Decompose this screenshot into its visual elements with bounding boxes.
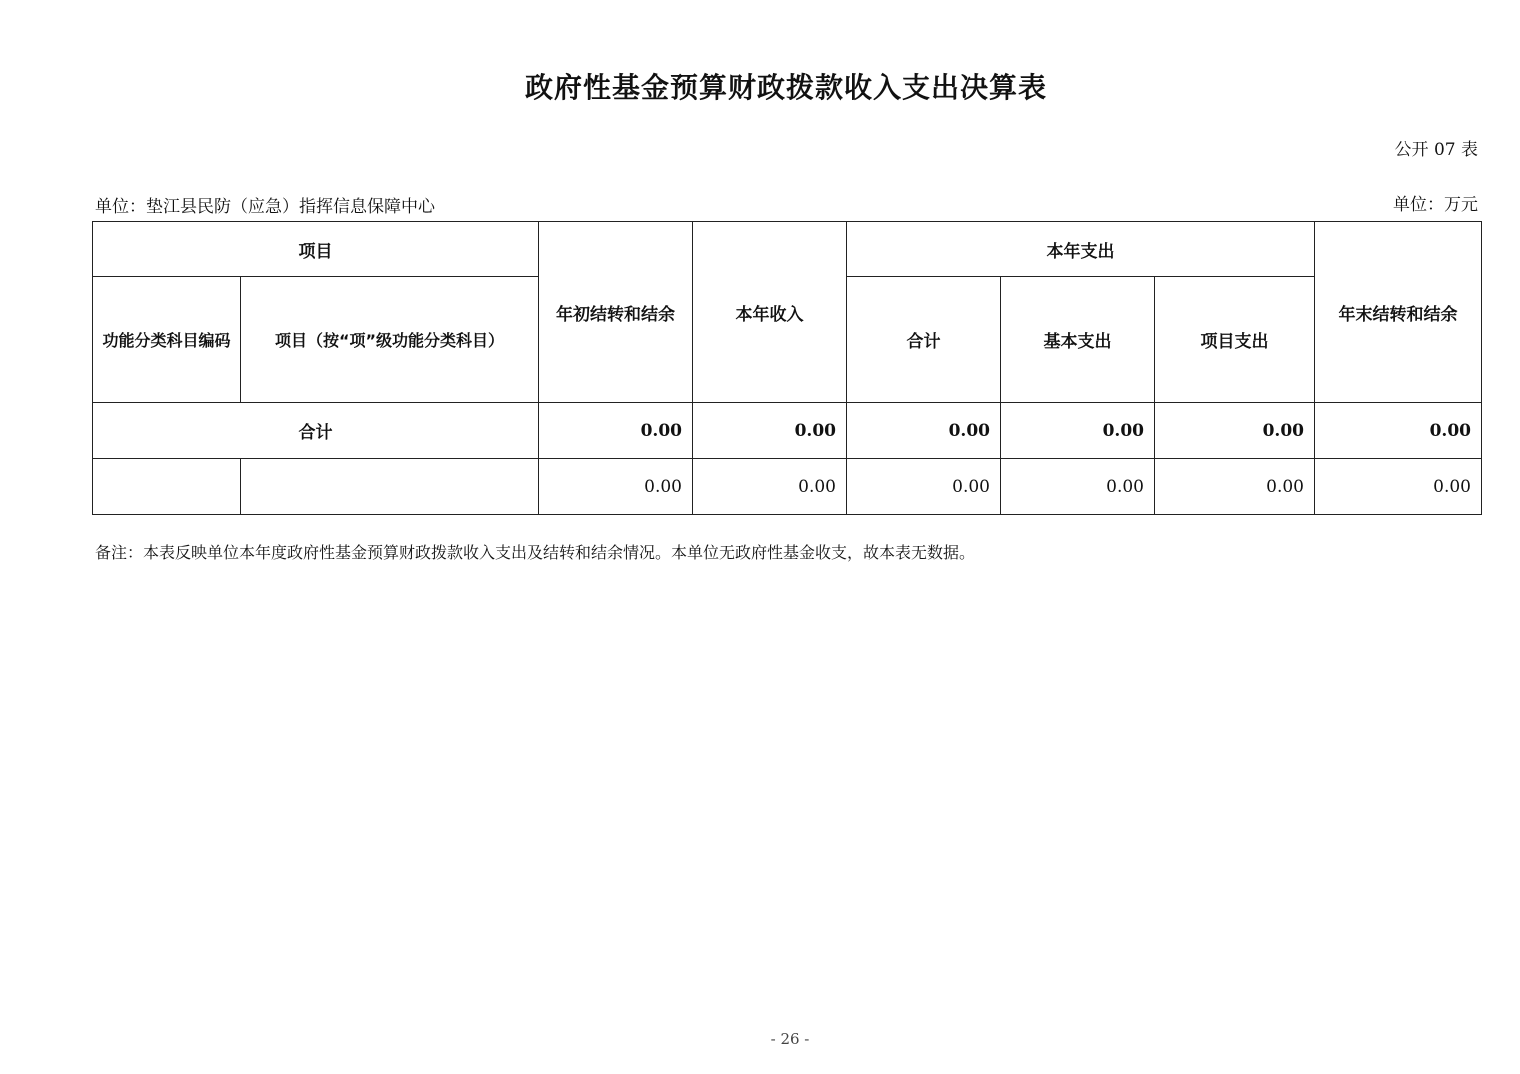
header-current-income: 本年收入 bbox=[693, 222, 847, 403]
header-item: 项目 bbox=[93, 222, 539, 277]
header-closing-balance: 年末结转和结余 bbox=[1315, 222, 1482, 403]
total-project-expense: 0.00 bbox=[1155, 403, 1315, 459]
row-expense-total: 0.00 bbox=[847, 459, 1001, 515]
header-expense-total: 合计 bbox=[847, 277, 1001, 403]
header-project-expense: 项目支出 bbox=[1155, 277, 1315, 403]
header-item-name: 项目（按“项”级功能分类科目） bbox=[241, 277, 539, 403]
total-expense-total: 0.00 bbox=[847, 403, 1001, 459]
header-opening-balance: 年初结转和结余 bbox=[539, 222, 693, 403]
header-current-expense: 本年支出 bbox=[847, 222, 1315, 277]
total-basic-expense: 0.00 bbox=[1001, 403, 1155, 459]
total-current-income: 0.00 bbox=[693, 403, 847, 459]
table-row bbox=[93, 459, 1482, 515]
row-current-income: 0.00 bbox=[693, 459, 847, 515]
total-closing-balance: 0.00 bbox=[1315, 403, 1482, 459]
table-note: 备注：本表反映单位本年度政府性基金预算财政拨款收入支出及结转和结余情况。本单位无政府性基金收支，故本表无数据。 bbox=[95, 543, 976, 562]
unit-currency: 单位：万元 bbox=[1393, 195, 1478, 215]
total-opening-balance: 0.00 bbox=[539, 403, 693, 459]
page-number: - 26 - bbox=[770, 1030, 810, 1048]
header-func-code: 功能分类科目编码 bbox=[93, 277, 241, 403]
budget-table bbox=[92, 221, 1482, 515]
unit-name: 单位：垫江县民防（应急）指挥信息保障中心 bbox=[95, 197, 435, 217]
form-code: 公开 07 表 bbox=[1394, 140, 1478, 160]
row-name bbox=[241, 459, 539, 515]
row-basic-expense: 0.00 bbox=[1001, 459, 1155, 515]
header-basic-expense: 基本支出 bbox=[1001, 277, 1155, 403]
total-label: 合计 bbox=[93, 403, 539, 459]
total-row bbox=[93, 403, 1482, 459]
row-project-expense: 0.00 bbox=[1155, 459, 1315, 515]
row-code bbox=[93, 459, 241, 515]
row-closing-balance: 0.00 bbox=[1315, 459, 1482, 515]
row-opening-balance: 0.00 bbox=[539, 459, 693, 515]
document-title: 政府性基金预算财政拨款收入支出决算表 bbox=[524, 71, 1047, 104]
